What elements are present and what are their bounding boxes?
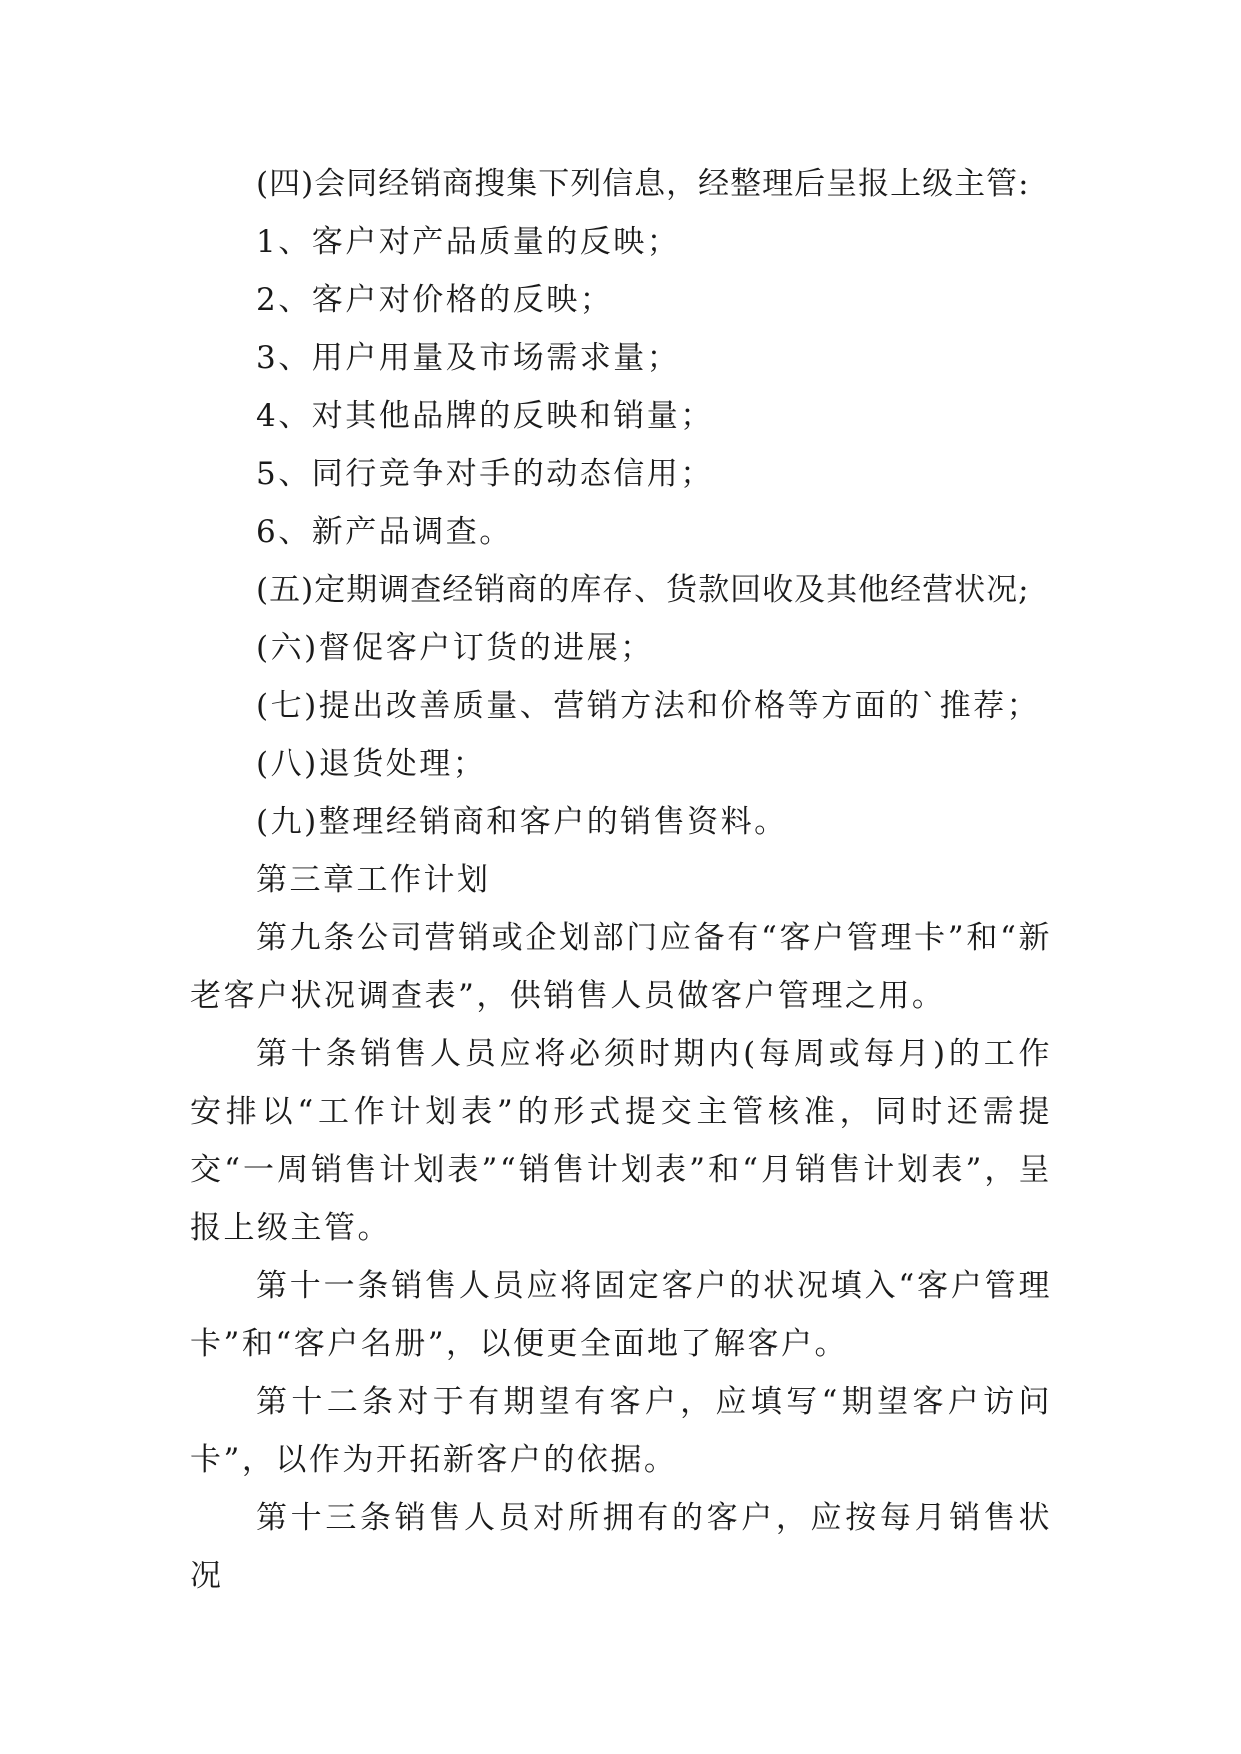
- list-item-6: 6、新产品调查。: [256, 514, 513, 550]
- paragraph-item-8: (八)退货处理；: [256, 746, 487, 782]
- article-9: 第九条公司营销或企划部门应备有“客户管理卡”和“新老客户状况调查表”，供销售人员做客户管理之用。: [190, 920, 1052, 1014]
- list-item-4: 4、对其他品牌的反映和销量；: [256, 398, 714, 434]
- chapter-heading: 第三章工作计划: [256, 862, 491, 898]
- paragraph-item-4: (四)会同经销商搜集下列信息，经整理后呈报上级主管:: [256, 166, 1030, 202]
- article-11: 第十一条销售人员应将固定客户的状况填入“客户管理卡”和“客户名册”，以便更全面地了解客户。: [190, 1268, 1052, 1362]
- paragraph-item-6: (六)督促客户订货的进展；: [256, 630, 654, 666]
- list-item-3: 3、用户用量及市场需求量；: [256, 340, 681, 376]
- article-12: 第十二条对于有期望有客户，应填写“期望客户访问卡”，以作为开拓新客户的依据。: [190, 1384, 1052, 1478]
- paragraph-item-5: (五)定期调查经销商的库存、货款回收及其他经营状况;: [256, 572, 1030, 608]
- document-body: [190, 155, 1052, 1605]
- list-item-1: 1、客户对产品质量的反映；: [256, 224, 681, 260]
- article-13: 第十三条销售人员对所拥有的客户，应按每月销售状况: [190, 1500, 1052, 1594]
- paragraph-item-9: (九)整理经销商和客户的销售资料。: [256, 804, 788, 840]
- list-item-5: 5、同行竞争对手的动态信用；: [256, 456, 714, 492]
- list-item-2: 2、客户对价格的反映；: [256, 282, 614, 318]
- article-10: 第十条销售人员应将必须时期内(每周或每月)的工作安排以“工作计划表”的形式提交主管核准，同时还需提交“一周销售计划表”“销售计划表”和“月销售计划表”，呈报上级主管。: [190, 1036, 1052, 1246]
- paragraph-item-7: (七)提出改善质量、营销方法和价格等方面的`推荐；: [256, 688, 1041, 724]
